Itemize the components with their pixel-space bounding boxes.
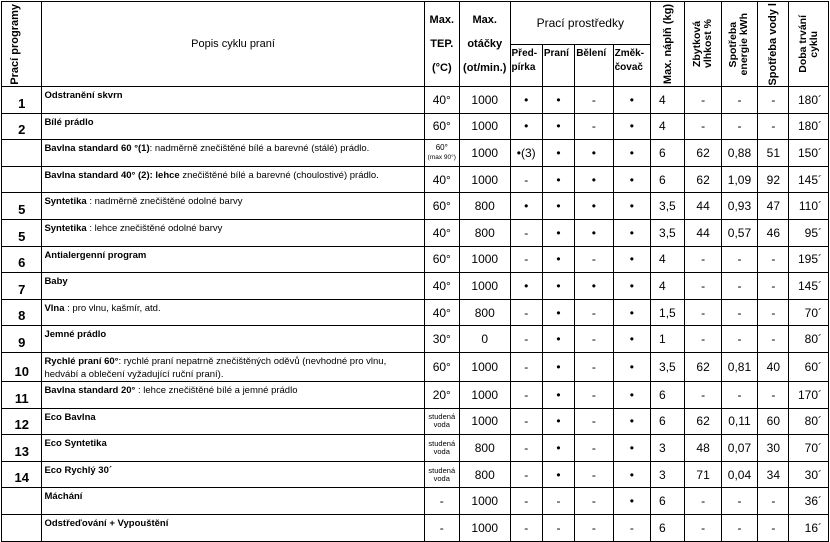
speed-cell: 0 — [459, 326, 510, 353]
bleach-cell: - — [575, 381, 613, 408]
load-cell: 3 — [651, 435, 685, 462]
table-row — [2, 488, 829, 515]
energy-cell: 1,09 — [721, 166, 757, 193]
bleach-cell: - — [575, 408, 613, 435]
program-name: Bavlna standard 60 °(1) — [44, 143, 150, 155]
duration-cell: 95´ — [789, 219, 829, 246]
duration-cell: 30´ — [789, 461, 829, 488]
program-description — [42, 246, 424, 273]
moisture-cell: 44 — [685, 193, 721, 220]
wash-cell: • — [542, 273, 574, 300]
softener-cell: • — [613, 352, 650, 381]
moisture-cell: - — [685, 87, 721, 114]
softener-cell: • — [613, 166, 650, 193]
prewash-cell: •(3) — [510, 140, 542, 167]
prewash-cell: • — [510, 273, 542, 300]
program-details: znečištěné bílé a barevné (choulostivé) prádlo. — [179, 169, 379, 181]
program-number: 6 — [2, 246, 42, 273]
moisture-cell: 62 — [685, 166, 721, 193]
water-cell: - — [758, 113, 789, 140]
program-number: 8 — [2, 299, 42, 326]
speed-cell: 1000 — [459, 273, 510, 300]
program-description — [42, 193, 424, 220]
program-number: 9 — [2, 326, 42, 353]
water-cell: - — [758, 514, 789, 541]
table-body — [2, 87, 829, 542]
water-cell: - — [758, 273, 789, 300]
prewash-cell: - — [510, 219, 542, 246]
energy-cell: - — [721, 381, 757, 408]
program-name: Máchání — [44, 491, 83, 503]
duration-cell: 180´ — [789, 113, 829, 140]
energy-cell: 0,88 — [721, 140, 757, 167]
temp-cell: 60° (max 90°) — [424, 140, 459, 167]
moisture-cell: 48 — [685, 435, 721, 462]
program-number: 14 — [2, 461, 42, 488]
moisture-cell: 71 — [685, 461, 721, 488]
energy-cell: 0,81 — [721, 352, 757, 381]
energy-cell: 0,11 — [721, 408, 757, 435]
prewash-cell: • — [510, 113, 542, 140]
speed-cell: 800 — [459, 219, 510, 246]
softener-cell: • — [613, 299, 650, 326]
energy-cell: - — [721, 514, 757, 541]
wash-cell: - — [542, 488, 574, 515]
temp-cell: 30° — [424, 326, 459, 353]
program-number: 10 — [2, 352, 42, 381]
wash-cell: • — [542, 408, 574, 435]
header-softener: Změk-čovač — [613, 45, 650, 87]
energy-cell: - — [721, 326, 757, 353]
wash-cell: - — [542, 514, 574, 541]
program-description — [42, 461, 424, 488]
speed-cell: 1000 — [459, 381, 510, 408]
temp-cell: 40° — [424, 87, 459, 114]
energy-cell: 0,93 — [721, 193, 757, 220]
speed-cell: 1000 — [459, 246, 510, 273]
temp-cell: 40° — [424, 299, 459, 326]
header-duration: Doba trvání cyklu — [789, 2, 829, 87]
softener-cell: • — [613, 193, 650, 220]
prewash-cell: - — [510, 408, 542, 435]
softener-cell: • — [613, 408, 650, 435]
prewash-cell: - — [510, 435, 542, 462]
table-row — [2, 140, 829, 167]
program-description — [42, 140, 424, 167]
prewash-cell: - — [510, 246, 542, 273]
water-cell: 51 — [758, 140, 789, 167]
moisture-cell: - — [685, 488, 721, 515]
program-name: Vlna — [44, 302, 65, 314]
duration-cell: 145´ — [789, 166, 829, 193]
program-name: Baby — [44, 276, 68, 288]
temp-cell: studená voda — [424, 461, 459, 488]
program-number: 7 — [2, 273, 42, 300]
bleach-cell: - — [575, 87, 613, 114]
program-description — [42, 299, 424, 326]
bleach-cell: • — [575, 140, 613, 167]
speed-cell: 1000 — [459, 140, 510, 167]
duration-cell: 180´ — [789, 87, 829, 114]
prewash-cell: - — [510, 381, 542, 408]
program-name: Eco Rychlý 30´ — [44, 464, 113, 476]
speed-cell: 1000 — [459, 113, 510, 140]
water-cell: - — [758, 381, 789, 408]
energy-cell: - — [721, 273, 757, 300]
bleach-cell: • — [575, 273, 613, 300]
water-cell: 30 — [758, 435, 789, 462]
wash-cell: • — [542, 326, 574, 353]
wash-cell: • — [542, 219, 574, 246]
temp-cell: - — [424, 488, 459, 515]
wash-cell: • — [542, 381, 574, 408]
moisture-cell: 62 — [685, 352, 721, 381]
speed-cell: 800 — [459, 299, 510, 326]
program-details: : nadměrně znečištěné bílé a barevné (stálé) prádlo. — [149, 143, 370, 155]
duration-cell: 60´ — [789, 352, 829, 381]
moisture-cell: - — [685, 326, 721, 353]
duration-cell: 70´ — [789, 299, 829, 326]
program-description — [42, 408, 424, 435]
program-details: : lehce znečištěné odolné barvy — [86, 222, 223, 234]
load-cell: 4 — [651, 246, 685, 273]
table-row — [2, 461, 829, 488]
energy-cell: - — [721, 488, 757, 515]
moisture-cell: 62 — [685, 140, 721, 167]
load-cell: 3,5 — [651, 219, 685, 246]
energy-cell: 0,07 — [721, 435, 757, 462]
table-row — [2, 435, 829, 462]
header-max-speed: Max. otáčky (ot/min.) — [459, 2, 510, 87]
load-cell: 3 — [651, 461, 685, 488]
duration-cell: 70´ — [789, 435, 829, 462]
prewash-cell: - — [510, 166, 542, 193]
load-cell: 1,5 — [651, 299, 685, 326]
wash-cell: • — [542, 435, 574, 462]
header-wash: Praní — [542, 45, 574, 87]
softener-cell: • — [613, 246, 650, 273]
program-number — [2, 488, 42, 515]
prewash-cell: - — [510, 461, 542, 488]
prewash-cell: - — [510, 514, 542, 541]
softener-cell: • — [613, 273, 650, 300]
softener-cell: • — [613, 113, 650, 140]
water-cell: - — [758, 246, 789, 273]
table-row — [2, 219, 829, 246]
temp-cell: studená voda — [424, 408, 459, 435]
program-description — [42, 381, 424, 408]
load-cell: 6 — [651, 166, 685, 193]
table-row — [2, 273, 829, 300]
load-cell: 4 — [651, 273, 685, 300]
temp-cell: 40° — [424, 273, 459, 300]
moisture-cell: - — [685, 273, 721, 300]
program-details: : rychlé praní nepatrně znečištěných oděvů (nevhodné pro vlnu, hedvábí a oblečení vyžadující ruční praní). — [44, 355, 387, 380]
header-energy: Spotřeba energie kWh — [721, 2, 757, 87]
wash-programs-table — [1, 1, 829, 542]
moisture-cell: - — [685, 246, 721, 273]
program-description — [42, 352, 424, 381]
energy-cell: - — [721, 113, 757, 140]
temp-cell: 40° — [424, 166, 459, 193]
program-number: 1 — [2, 87, 42, 114]
bleach-cell: - — [575, 246, 613, 273]
wash-cell: • — [542, 246, 574, 273]
program-details: : lehce znečištěné bílé a jemné prádlo — [135, 384, 298, 396]
table-row — [2, 246, 829, 273]
load-cell: 4 — [651, 113, 685, 140]
water-cell: 47 — [758, 193, 789, 220]
load-cell: 1 — [651, 326, 685, 353]
energy-cell: - — [721, 87, 757, 114]
wash-cell: • — [542, 193, 574, 220]
softener-cell: • — [613, 87, 650, 114]
table-row — [2, 381, 829, 408]
water-cell: - — [758, 87, 789, 114]
softener-cell: • — [613, 219, 650, 246]
water-cell: - — [758, 299, 789, 326]
table-row — [2, 299, 829, 326]
program-description — [42, 514, 424, 541]
duration-cell: 195´ — [789, 246, 829, 273]
speed-cell: 1000 — [459, 166, 510, 193]
bleach-cell: - — [575, 461, 613, 488]
temp-cell: studená voda — [424, 435, 459, 462]
wash-cell: • — [542, 166, 574, 193]
water-cell: 40 — [758, 352, 789, 381]
program-number: 11 — [2, 381, 42, 408]
table-row — [2, 113, 829, 140]
softener-cell: • — [613, 461, 650, 488]
speed-cell: 1000 — [459, 488, 510, 515]
program-description — [42, 488, 424, 515]
softener-cell: • — [613, 488, 650, 515]
table-row — [2, 352, 829, 381]
table-row — [2, 514, 829, 541]
wash-cell: • — [542, 113, 574, 140]
load-cell: 6 — [651, 514, 685, 541]
bleach-cell: • — [575, 166, 613, 193]
program-description — [42, 87, 424, 114]
wash-cell: • — [542, 352, 574, 381]
temp-cell: 60° — [424, 246, 459, 273]
program-name: Rychlé praní 60° — [44, 355, 119, 367]
program-number — [2, 166, 42, 193]
duration-cell: 145´ — [789, 273, 829, 300]
bleach-cell: - — [575, 352, 613, 381]
load-cell: 3,5 — [651, 352, 685, 381]
wash-cell: • — [542, 140, 574, 167]
temp-cell: - — [424, 514, 459, 541]
program-name: Odstranění skvrn — [44, 90, 123, 101]
load-cell: 6 — [651, 140, 685, 167]
bleach-cell: • — [575, 193, 613, 220]
moisture-cell: 44 — [685, 219, 721, 246]
duration-cell: 150´ — [789, 140, 829, 167]
duration-cell: 80´ — [789, 326, 829, 353]
softener-cell: • — [613, 435, 650, 462]
speed-cell: 1000 — [459, 352, 510, 381]
program-description — [42, 273, 424, 300]
program-description — [42, 166, 424, 193]
temp-cell: 60° — [424, 113, 459, 140]
energy-cell: - — [721, 299, 757, 326]
temp-cell: 20° — [424, 381, 459, 408]
program-number: 5 — [2, 193, 42, 220]
program-name: Bílé prádlo — [44, 116, 94, 128]
moisture-cell: - — [685, 381, 721, 408]
water-cell: 60 — [758, 408, 789, 435]
header-max-load: Max. náplň (kg) — [651, 2, 685, 87]
water-cell: 92 — [758, 166, 789, 193]
speed-cell: 800 — [459, 435, 510, 462]
duration-cell: 110´ — [789, 193, 829, 220]
wash-cell: • — [542, 299, 574, 326]
wash-cell: • — [542, 87, 574, 114]
program-number — [2, 140, 42, 167]
table-row — [2, 326, 829, 353]
prewash-cell: - — [510, 326, 542, 353]
program-name: Jemné prádlo — [44, 329, 107, 341]
bleach-cell: - — [575, 326, 613, 353]
program-number: 12 — [2, 408, 42, 435]
speed-cell: 1000 — [459, 514, 510, 541]
program-name: Eco Syntetika — [44, 438, 107, 450]
prewash-cell: • — [510, 87, 542, 114]
program-description — [42, 435, 424, 462]
softener-cell: • — [613, 381, 650, 408]
water-cell: 46 — [758, 219, 789, 246]
temp-cell: 60° — [424, 352, 459, 381]
load-cell: 4 — [651, 87, 685, 114]
prewash-cell: - — [510, 299, 542, 326]
moisture-cell: - — [685, 113, 721, 140]
header-detergents: Prací prostředky — [510, 2, 651, 45]
speed-cell: 800 — [459, 193, 510, 220]
program-name: Antialergenní program — [44, 249, 147, 261]
program-number: 5 — [2, 219, 42, 246]
energy-cell: - — [721, 246, 757, 273]
table-row — [2, 87, 829, 114]
header-max-temp: Max. TEP. (°C) — [424, 2, 459, 87]
header-programs: Prací programy — [2, 2, 42, 87]
moisture-cell: 62 — [685, 408, 721, 435]
moisture-cell: - — [685, 299, 721, 326]
load-cell: 3,5 — [651, 193, 685, 220]
load-cell: 6 — [651, 381, 685, 408]
table-row — [2, 193, 829, 220]
program-name: Syntetika — [44, 196, 87, 208]
bleach-cell: - — [575, 514, 613, 541]
temp-cell: 60° — [424, 193, 459, 220]
prewash-cell: - — [510, 488, 542, 515]
water-cell: - — [758, 488, 789, 515]
bleach-cell: - — [575, 488, 613, 515]
program-details: : pro vlnu, kašmír, atd. — [64, 302, 161, 314]
temp-cell: 40° — [424, 219, 459, 246]
energy-cell: 0,04 — [721, 461, 757, 488]
water-cell: 34 — [758, 461, 789, 488]
softener-cell: • — [613, 140, 650, 167]
water-cell: - — [758, 326, 789, 353]
program-details: : nadměrně znečištěné odolné barvy — [86, 196, 243, 208]
bleach-cell: • — [575, 219, 613, 246]
program-description — [42, 219, 424, 246]
header-bleach: Bělení — [575, 45, 613, 87]
bleach-cell: - — [575, 113, 613, 140]
speed-cell: 1000 — [459, 87, 510, 114]
softener-cell: - — [613, 514, 650, 541]
program-number: 13 — [2, 435, 42, 462]
header-description: Popis cyklu praní — [42, 2, 424, 87]
speed-cell: 1000 — [459, 408, 510, 435]
header-water: Spotřeba vody l — [758, 2, 789, 87]
duration-cell: 16´ — [789, 514, 829, 541]
moisture-cell: - — [685, 514, 721, 541]
bleach-cell: - — [575, 435, 613, 462]
load-cell: 6 — [651, 408, 685, 435]
program-number: 2 — [2, 113, 42, 140]
speed-cell: 800 — [459, 461, 510, 488]
bleach-cell: - — [575, 299, 613, 326]
program-name: Eco Bavlna — [44, 411, 96, 423]
header-prewash: Před-pírka — [510, 45, 542, 87]
duration-cell: 80´ — [789, 408, 829, 435]
prewash-cell: - — [510, 352, 542, 381]
prewash-cell: • — [510, 193, 542, 220]
program-name: Bavlna standard 20° — [44, 384, 136, 396]
energy-cell: 0,57 — [721, 219, 757, 246]
program-name: Bavlna standard 40° (2): lehce — [44, 169, 180, 181]
program-name: Odstřeďování + Vypouštění — [44, 517, 169, 529]
duration-cell: 36´ — [789, 488, 829, 515]
table-row — [2, 408, 829, 435]
program-number — [2, 514, 42, 541]
wash-cell: • — [542, 461, 574, 488]
program-description — [42, 113, 424, 140]
table-row — [2, 166, 829, 193]
duration-cell: 170´ — [789, 381, 829, 408]
header-residual-moisture: Zbytková vlhkost % — [685, 2, 721, 87]
program-description — [42, 326, 424, 353]
program-name: Syntetika — [44, 222, 87, 234]
softener-cell: • — [613, 326, 650, 353]
load-cell: 6 — [651, 488, 685, 515]
